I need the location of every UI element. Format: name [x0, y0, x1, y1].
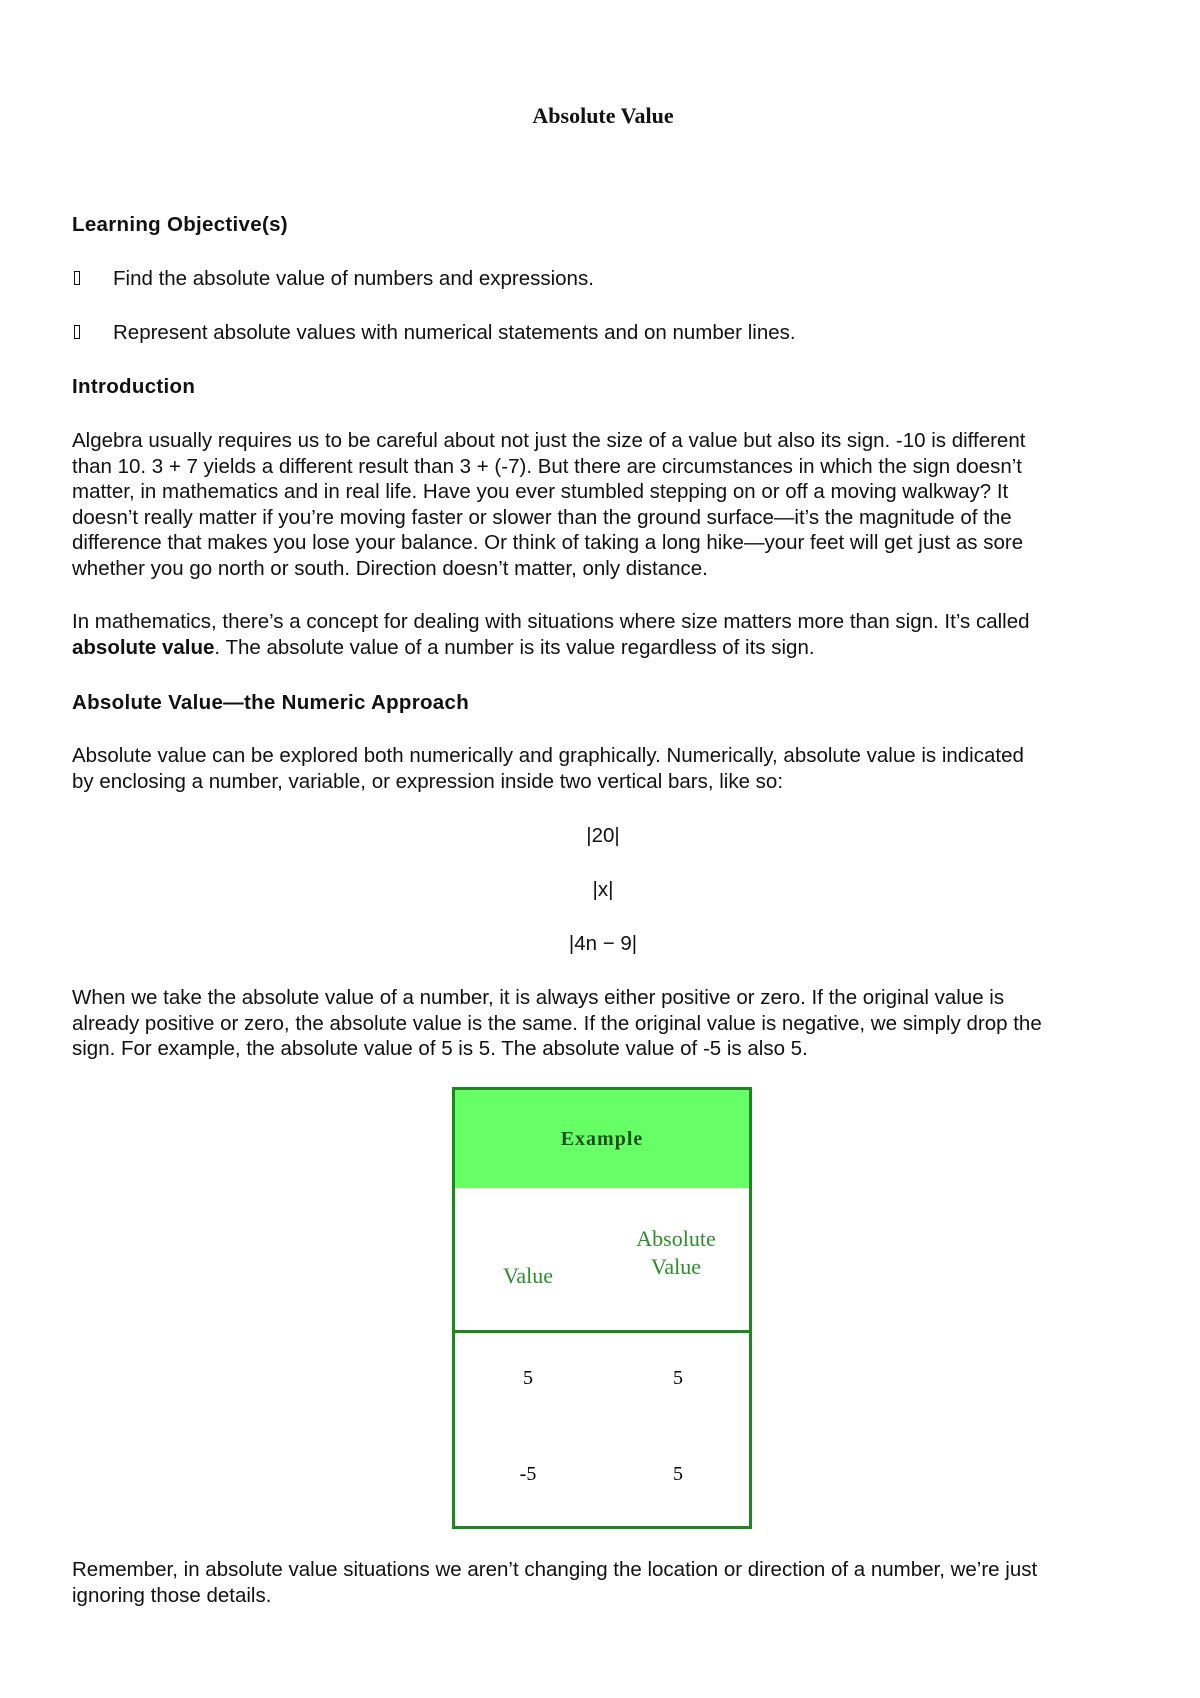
- text-line: matter, in mathematics and in real life. Have you ever stumbled stepping on or off a moving walkway? It: [72, 480, 1009, 503]
- explanation-paragraph: [72, 985, 1134, 1062]
- bullet-icon: [74, 325, 80, 339]
- definition-paragraph: [72, 609, 1134, 660]
- text-line: whether you go north or south. Direction doesn’t matter, only distance.: [72, 556, 708, 580]
- introduction-heading: Introduction: [72, 375, 196, 398]
- numeric-approach-heading: Absolute Value—the Numeric Approach: [72, 691, 470, 714]
- example-table: [452, 1087, 752, 1529]
- table-cell-absolute-value: 5: [673, 1367, 683, 1389]
- text-line: by enclosing a number, variable, or expression inside two vertical bars, like so:: [72, 769, 784, 793]
- expression-abs-x: |x|: [592, 878, 614, 901]
- example-table-title: Example: [455, 1090, 749, 1188]
- column-header-line: Absolute: [636, 1226, 716, 1251]
- column-header-line: Value: [650, 1254, 702, 1279]
- table-divider: [455, 1330, 749, 1333]
- text-line: When we take the absolute value of a number, it is always either positive or zero. If the original value is: [72, 986, 1005, 1009]
- text-line: Remember, in absolute value situations we aren’t changing the location or direction of a number, we’re just: [72, 1558, 1038, 1581]
- introduction-paragraph: [72, 428, 1134, 581]
- expression-abs-20: |20|: [586, 824, 620, 847]
- column-header-value: Value: [502, 1263, 554, 1288]
- text-line: Algebra usually requires us to be careful about not just the size of a value but also its sign. -10 is different: [72, 429, 1026, 452]
- text-line: ignoring those details.: [72, 1583, 272, 1607]
- text-line: In mathematics, there’s a concept for dealing with situations where size matters more than sign. It’s called: [72, 610, 1030, 633]
- text-line: difference that makes you lose your balance. Or think of taking a long hike—your feet will get just as sore: [72, 531, 1024, 554]
- text-line: Absolute value can be explored both numerically and graphically. Numerically, absolute value is indicated: [72, 744, 1024, 767]
- term-absolute-value: absolute value: [72, 635, 215, 659]
- column-header-absolute-value: [603, 1225, 749, 1281]
- table-cell-value: -5: [519, 1463, 537, 1485]
- text-line: already positive or zero, the absolute value is the same. If the original value is negative, we simply drop the: [72, 1011, 1042, 1035]
- numeric-paragraph: [72, 743, 1134, 794]
- text-line: doesn’t really matter if you’re moving faster or slower than the ground surface—it’s the magnitude of the: [72, 505, 1012, 529]
- table-cell-value: 5: [523, 1367, 533, 1389]
- text-line: than 10. 3 + 7 yields a different result than 3 + (-7). But there are circumstances in which the sign doesn’t: [72, 454, 1022, 478]
- expression-abs-4n-minus-9: |4n − 9|: [568, 932, 638, 955]
- objective-text: Represent absolute values with numerical statements and on number lines.: [113, 321, 796, 344]
- objectives-heading: Learning Objective(s): [72, 213, 288, 236]
- objective-text: Find the absolute value of numbers and expressions.: [113, 267, 594, 290]
- text-line: sign. For example, the absolute value of 5 is 5. The absolute value of -5 is also 5.: [72, 1037, 808, 1060]
- page-title: Absolute Value: [532, 103, 674, 128]
- table-cell-absolute-value: 5: [673, 1463, 683, 1485]
- closing-paragraph: [72, 1557, 1134, 1608]
- bullet-icon: [74, 271, 80, 285]
- text-line: [72, 635, 1134, 661]
- text-run: . The absolute value of a number is its value regardless of its sign.: [214, 635, 815, 659]
